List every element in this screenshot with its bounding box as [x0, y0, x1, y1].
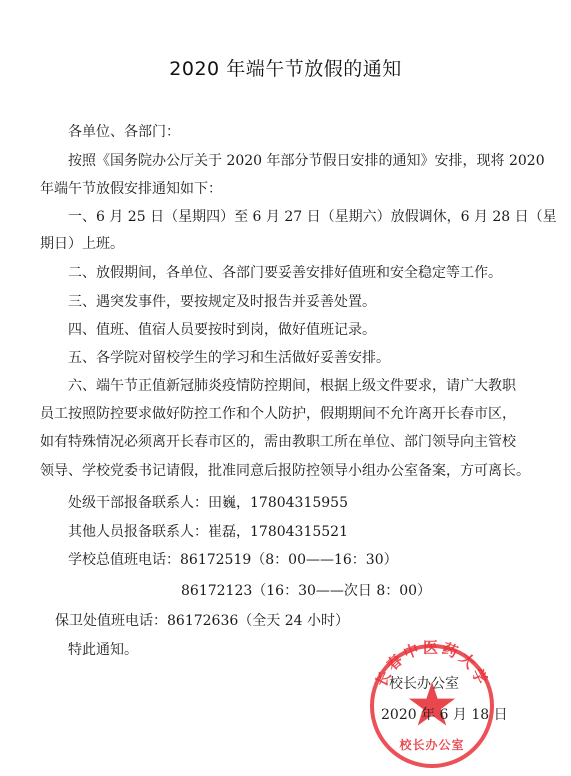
- closing: 特此通知。: [68, 642, 138, 658]
- intro-line-2: 年端午节放假安排通知如下：: [40, 181, 222, 197]
- duty-phone-2: 86172123（16：30——次日 8：00）: [181, 583, 432, 599]
- item-6-line-1: 六、端午节正值新冠肺炎疫情防控期间，根据上级文件要求，请广大教职: [68, 378, 516, 394]
- intro-line-1: 按照《国务院办公厅关于 2020 年部分节假日安排的通知》安排，现将 2020: [68, 153, 545, 169]
- issuing-office: 校长办公室: [389, 676, 459, 692]
- item-2: 二、放假期间，各单位、各部门要妥善安排好值班和安全稳定等工作。: [68, 265, 502, 281]
- item-1-line-2: 期日）上班。: [40, 236, 124, 252]
- item-5: 五、各学院对留校学生的学习和生活做好妥善安排。: [68, 350, 390, 366]
- notice-title: 2020 年端午节放假的通知: [169, 58, 402, 80]
- seal-arc-text: 长春中医药大学: [372, 638, 492, 690]
- issue-date: 2020 年 6 月 18 日: [381, 707, 508, 723]
- contact-other: 其他人员报备联系人：崔磊，17804315521: [68, 524, 348, 540]
- guard-phone: 保卫处值班电话：86172636（全天 24 小时）: [55, 613, 349, 629]
- seal-bottom-text: 校长办公室: [399, 738, 465, 752]
- item-6-line-3: 如有特殊情况必须离开长春市区的，需由教职工所在单位、部门领导向主管校: [40, 434, 516, 450]
- salutation: 各单位、各部门：: [68, 124, 180, 140]
- contact-cadre: 处级干部报备联系人：田巍，17804315955: [68, 495, 348, 511]
- item-1-line-1: 一、6 月 25 日（星期四）至 6 月 27 日（星期六）放假调休，6 月 28 日（星: [68, 209, 557, 225]
- item-6-line-2: 员工按照防控要求做好防控工作和个人防护，假期期间不允许离开长春市区，: [40, 406, 516, 422]
- item-6-line-4: 领导、学校党委书记请假，批准同意后报防控领导小组办公室备案，方可离长。: [40, 463, 530, 479]
- duty-phone-1: 学校总值班电话：86172519（8：00——16：30）: [68, 552, 398, 568]
- item-3: 三、遇突发事件，要按规定及时报告并妥善处置。: [68, 294, 376, 310]
- item-4: 四、值班、值宿人员要按时到岗，做好值班记录。: [68, 322, 376, 338]
